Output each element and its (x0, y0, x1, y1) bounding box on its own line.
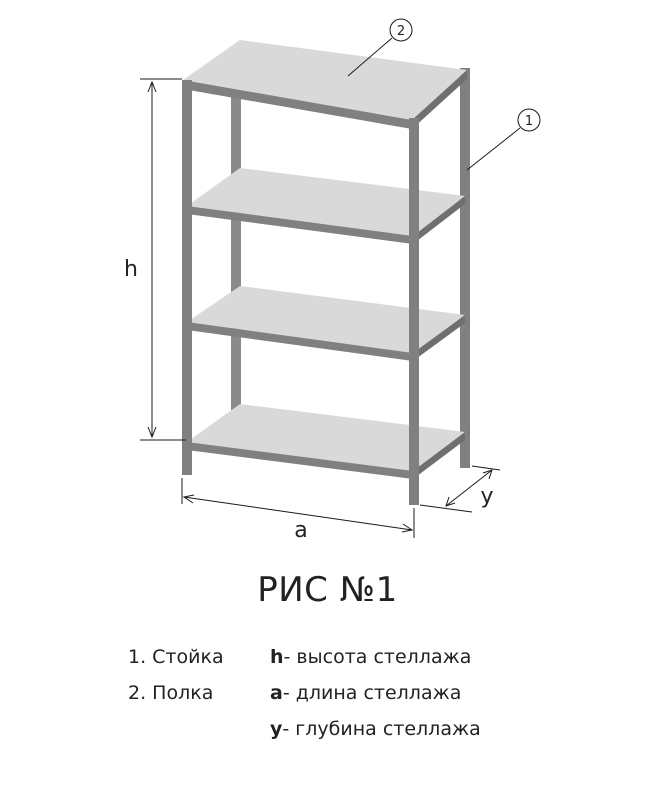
callout-1-label: 1 (524, 114, 534, 129)
legend-key-a: a (270, 682, 283, 704)
front-left-post (182, 80, 192, 475)
legend-key-y: y (270, 718, 283, 740)
dimension-h (140, 79, 186, 440)
back-right-post (460, 68, 470, 468)
legend-item-shelf: 2. Полка (128, 682, 214, 704)
dimension-h-label: h (124, 257, 138, 282)
dimension-y-label: y (480, 484, 494, 509)
dimension-a-label: a (294, 518, 308, 543)
shelf-2 (187, 168, 465, 244)
legend-key-h: h (270, 646, 284, 668)
legend-desc-y: - глубина стеллажа (282, 718, 481, 740)
back-left-post (231, 95, 241, 410)
legend-item-height (270, 646, 471, 668)
shelf-top (183, 40, 467, 129)
legend-desc-a: - длина стеллажа (282, 682, 462, 704)
shelf-bottom (187, 404, 465, 479)
callout-2-label: 2 (396, 24, 406, 39)
legend-item-post: 1. Стойка (128, 646, 224, 668)
shelf-3 (187, 286, 465, 361)
legend-desc-h: - высота стеллажа (283, 646, 472, 668)
front-right-post (409, 118, 419, 505)
callout-1-leader (467, 128, 520, 170)
figure-title: РИС №1 (257, 570, 398, 610)
legend-item-length (270, 682, 461, 704)
legend-item-depth (270, 718, 481, 740)
